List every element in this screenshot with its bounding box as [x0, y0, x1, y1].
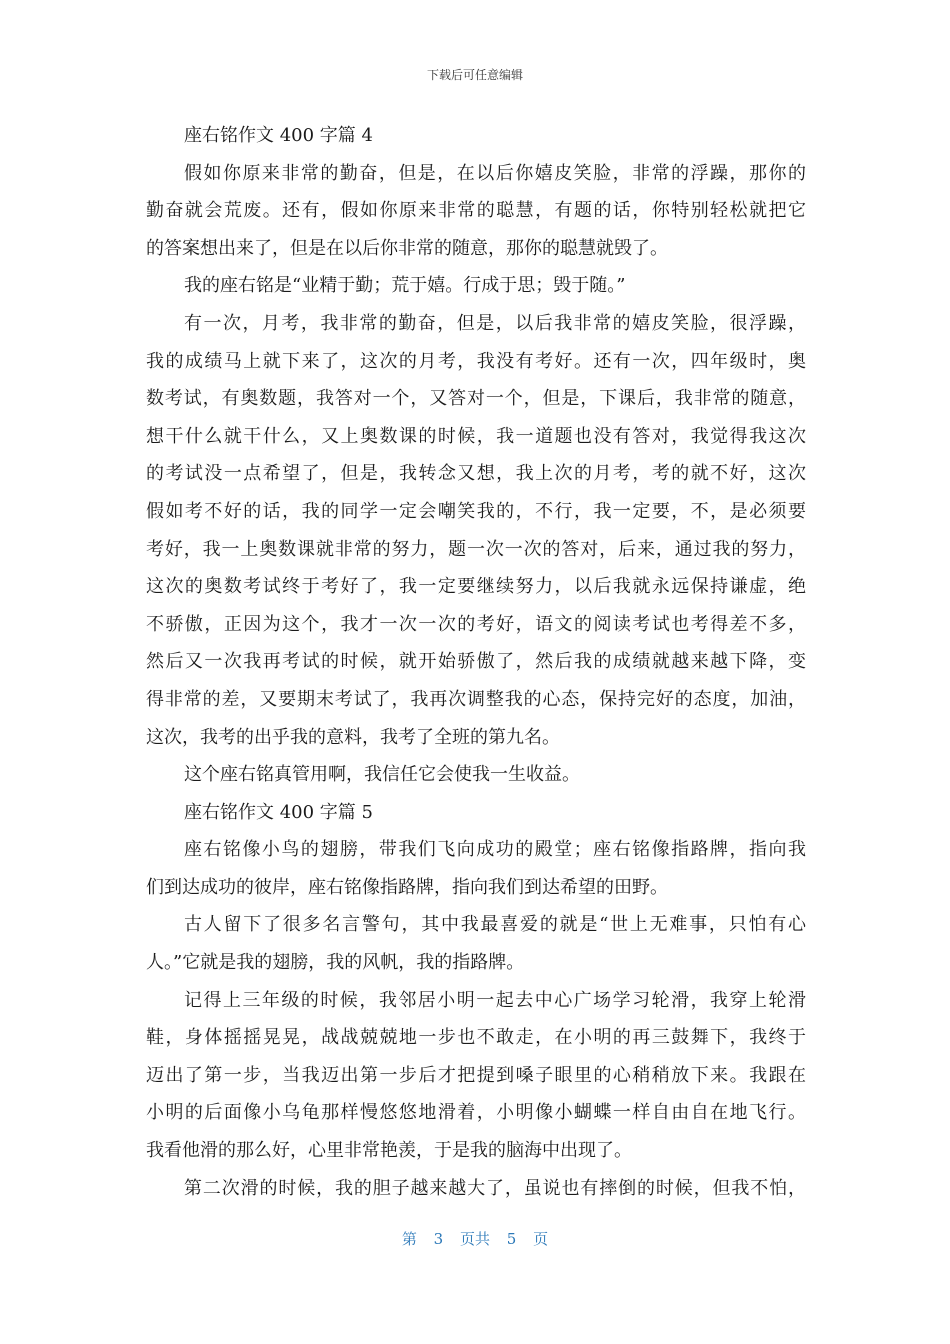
- footer-mid: 页共: [459, 1230, 490, 1248]
- text-line: 然后又一次我再考试的时候，就开始骄傲了，然后我的成绩就越来越下降，变: [146, 651, 806, 673]
- text-line: 第二次滑的时候，我的胆子越来越大了，虽说也有摔倒的时候，但我不怕，: [184, 1177, 806, 1199]
- text-line: 我的成绩马上就下来了，这次的月考，我没有考好。还有一次，四年级时，奥: [146, 350, 806, 372]
- text-line: 我的座右铭是“业精于勤；荒于嬉。行成于思；毁于随。”: [184, 275, 626, 297]
- page-header: 下载后可任意编辑: [426, 68, 523, 82]
- text-line: 人。”它就是我的翅膀，我的风帆，我的指路牌。: [146, 952, 525, 974]
- text-line: 鞋，身体摇摇晃晃，战战兢兢地一步也不敢走，在小明的再三鼓舞下，我终于: [146, 1027, 806, 1049]
- text-line: 座右铭像小鸟的翅膀，带我们飞向成功的殿堂；座右铭像指路牌，指向我: [184, 839, 806, 861]
- text-line: 古人留下了很多名言警句，其中我最喜爱的就是“世上无难事，只怕有心: [184, 914, 806, 936]
- footer-suffix: 页: [533, 1230, 549, 1248]
- text-line: 勤奋就会荒废。还有，假如你原来非常的聪慧，有题的话，你特别轻松就把它: [146, 200, 806, 222]
- text-line: 这次，我考的出乎我的意料，我考了全班的第九名。: [146, 726, 560, 748]
- text-line: 想干什么就干什么，又上奥数课的时候，我一道题也没有答对，我觉得我这次: [146, 425, 806, 447]
- text-line: 的考试没一点希望了，但是，我转念又想，我上次的月考，考的就不好，这次: [146, 463, 806, 485]
- text-line: 们到达成功的彼岸，座右铭像指路牌，指向我们到达希望的田野。: [146, 876, 668, 898]
- text-line: 考好，我一上奥数课就非常的努力，题一次一次的答对，后来，通过我的努力，: [146, 538, 806, 560]
- text-line: 迈出了第一步，当我迈出第一步后才把提到嗓子眼里的心稍稍放下来。我跟在: [146, 1064, 806, 1086]
- text-line: 座右铭作文 400 字篇 5: [184, 801, 373, 823]
- footer-prefix: 第: [401, 1230, 417, 1248]
- text-line: 得非常的差，又要期末考试了，我再次调整我的心态，保持完好的态度，加油，: [146, 688, 806, 710]
- text-line: 假如你原来非常的勤奋，但是，在以后你嬉皮笑脸，非常的浮躁，那你的: [184, 162, 806, 184]
- text-line: 假如考不好的话，我的同学一定会嘲笑我的，不行，我一定要，不，是必须要: [146, 500, 806, 522]
- footer-current-page: 3: [433, 1230, 444, 1248]
- text-line: 小明的后面像小乌龟那样慢悠悠地滑着，小明像小蝴蝶一样自由自在地飞行。: [146, 1102, 806, 1124]
- text-line: 的答案想出来了，但是在以后你非常的随意，那你的聪慧就毁了。: [146, 237, 668, 259]
- text-line: 记得上三年级的时候，我邻居小明一起去中心广场学习轮滑，我穿上轮滑: [184, 989, 806, 1011]
- text-line: 不骄傲，正因为这个，我才一次一次的考好，语文的阅读考试也考得差不多，: [146, 613, 806, 635]
- footer-total-pages: 5: [506, 1230, 517, 1248]
- page-footer: [0, 1228, 950, 1249]
- document-body: [146, 117, 806, 1207]
- text-line: 座右铭作文 400 字篇 4: [184, 125, 373, 146]
- text-line: 我看他滑的那么好，心里非常艳羡，于是我的脑海中出现了。: [146, 1140, 632, 1162]
- text-line: 数考试，有奥数题，我答对一个，又答对一个，但是，下课后，我非常的随意，: [146, 388, 806, 410]
- text-line: 有一次，月考，我非常的勤奋，但是，以后我非常的嬉皮笑脸，很浮躁，: [184, 312, 806, 334]
- text-line: 这次的奥数考试终于考好了，我一定要继续努力，以后我就永远保持谦虚，绝: [146, 576, 806, 598]
- text-line: 这个座右铭真管用啊，我信任它会使我一生收益。: [184, 764, 580, 786]
